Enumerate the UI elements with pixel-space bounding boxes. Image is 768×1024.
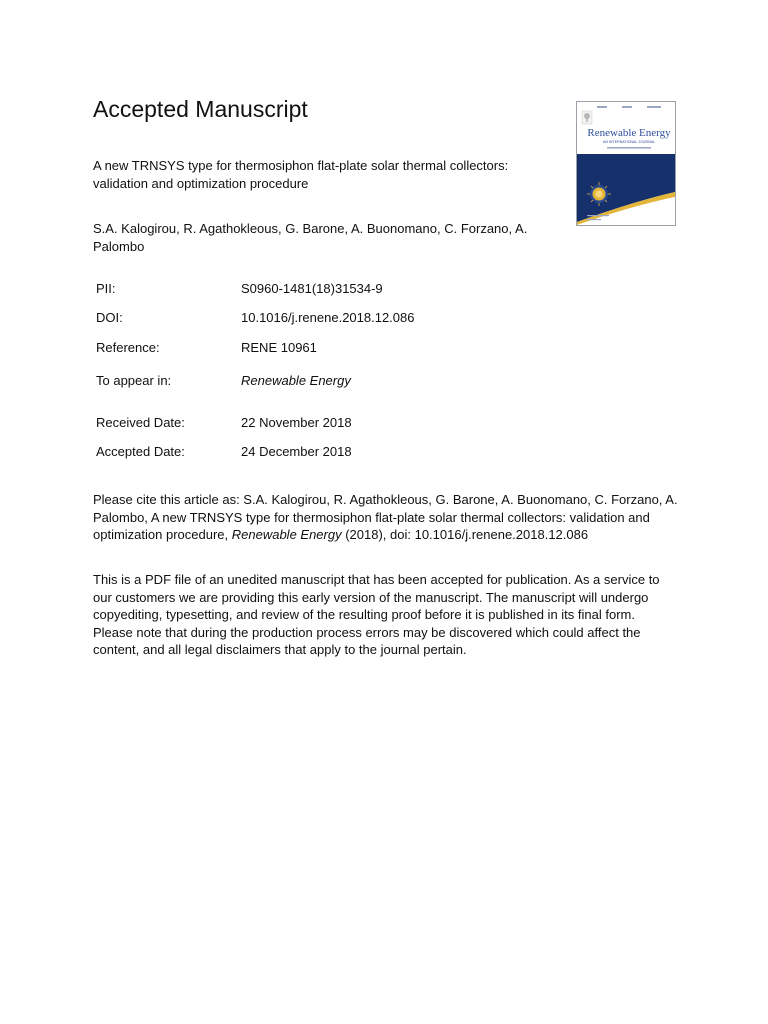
journal-cover-image <box>576 101 676 226</box>
disclaimer-paragraph: This is a PDF file of an unedited manuscript that has been accepted for publication. As a service to our customers we are providing this early version of the manuscript. The manuscript will undergo copyediting, typesetting, and review of the resulting proof before it is published in its final form. Please note that during the production process errors may be discovered which could affect the content, and all legal disclaimers that apply to the journal pertain. <box>93 572 660 657</box>
meta-label: To appear in: <box>96 373 172 388</box>
meta-value: S0960-1481(18)31534-9 <box>241 281 383 296</box>
article-authors: S.A. Kalogirou, R. Agathokleous, G. Barone, A. Buonomano, C. Forzano, A. Palombo <box>93 221 528 254</box>
citation-journal: Renewable Energy <box>231 527 342 542</box>
cover-journal-name: Renewable Energy <box>587 127 671 139</box>
meta-label: Accepted Date: <box>96 444 185 459</box>
journal-cover-art <box>577 102 675 225</box>
citation-prefix: Please cite this article as: S.A. Kalogirou, R. Agathokleous, G. Barone, A. Buonomano, C. Forzano, A. Palombo, A new TRNSYS type for thermosiphon flat-plate solar thermal collectors: validation and optimization procedure, <box>93 492 678 542</box>
citation-paragraph <box>93 491 678 544</box>
meta-label: Reference: <box>96 340 160 355</box>
meta-value: 24 December 2018 <box>241 444 352 459</box>
meta-value: RENE 10961 <box>241 340 317 355</box>
meta-value: Renewable Energy <box>241 373 351 388</box>
meta-label: PII: <box>96 281 116 296</box>
meta-label: Received Date: <box>96 415 185 430</box>
meta-value: 10.1016/j.renene.2018.12.086 <box>241 310 415 325</box>
citation-suffix: (2018), doi: 10.1016/j.renene.2018.12.086 <box>341 527 589 542</box>
cover-journal-subtitle: AN INTERNATIONAL JOURNAL <box>602 140 656 144</box>
page-heading: Accepted Manuscript <box>93 96 308 122</box>
article-title: A new TRNSYS type for thermosiphon flat-plate solar thermal collectors: validation and optimization procedure <box>93 158 509 191</box>
meta-value: 22 November 2018 <box>241 415 352 430</box>
meta-label: DOI: <box>96 310 123 325</box>
